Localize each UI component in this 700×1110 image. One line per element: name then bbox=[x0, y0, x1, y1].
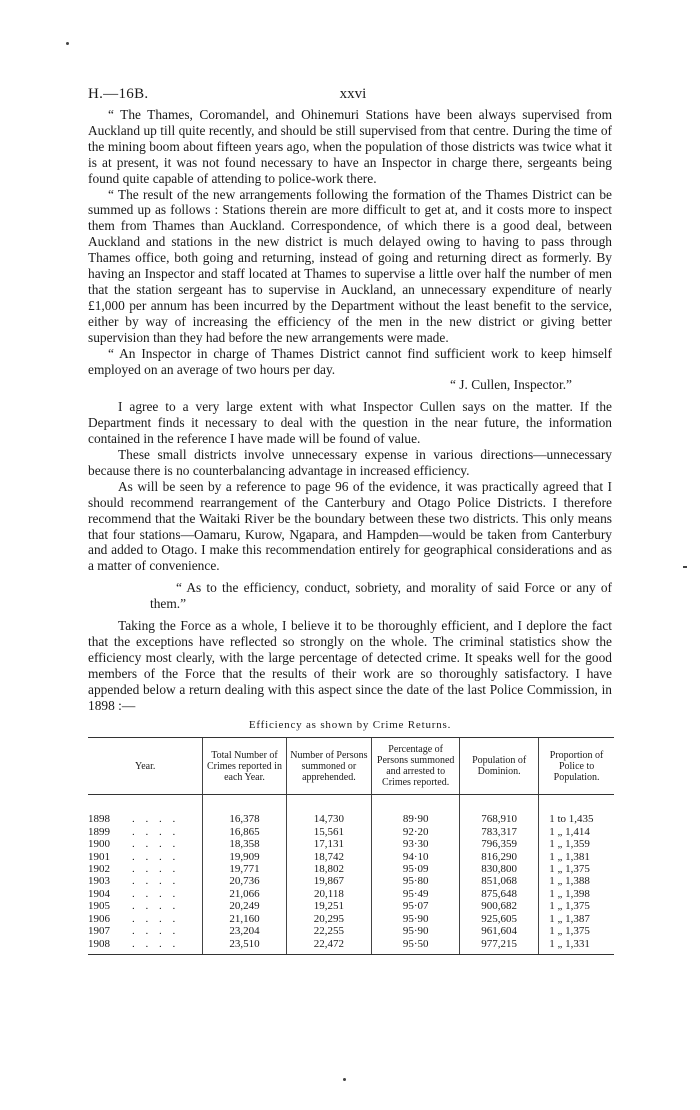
table-cell: 16,378 bbox=[203, 795, 286, 826]
table-cell: 1 „ 1,359 bbox=[539, 838, 614, 850]
column-header: Total Number of Crimes reported in each Year. bbox=[203, 738, 286, 795]
table-row bbox=[88, 925, 614, 937]
table-cell: 92·20 bbox=[372, 826, 460, 838]
year-cell: 1907 bbox=[88, 925, 110, 938]
paragraph: Taking the Force as a whole, I believe it to be thoroughly efficient, and I deplore the fact that the exceptions have reflected so strongly on the whole. The criminal statistics show the efficiency most clearly, with the large percentage of detected crime. It speaks well for the good members of the Force that the results of their work are so thoroughly satisfactory. I have appended below a return dealing with this aspect since the date of the last Police Commission, in 1898 :— bbox=[88, 618, 612, 713]
table-cell: 830,800 bbox=[460, 863, 539, 875]
table-row bbox=[88, 913, 614, 925]
table-cell: 1 „ 1,387 bbox=[539, 913, 614, 925]
table-cell: 18,802 bbox=[286, 863, 372, 875]
table-cell: 851,068 bbox=[460, 875, 539, 887]
table-row bbox=[88, 851, 614, 863]
table-cell: 22,255 bbox=[286, 925, 372, 937]
table-cell: 783,317 bbox=[460, 826, 539, 838]
table-cell: 977,215 bbox=[460, 938, 539, 955]
paragraph: “ An Inspector in charge of Thames District cannot find sufficient work to keep himself employed on an average of two hours per day. bbox=[88, 345, 612, 377]
year-cell: 1903 bbox=[88, 875, 110, 888]
year-cell: 1904 bbox=[88, 887, 110, 900]
year-cell: 1905 bbox=[88, 900, 110, 913]
table-cell: 1 „ 1,398 bbox=[539, 888, 614, 900]
table-cell: 875,648 bbox=[460, 888, 539, 900]
table-cell: 21,066 bbox=[203, 888, 286, 900]
page-header bbox=[88, 86, 618, 106]
table-row bbox=[88, 795, 614, 826]
dot-leader: . . . . bbox=[132, 887, 180, 900]
table-cell: 1 to 1,435 bbox=[539, 795, 614, 826]
table-cell: 15,561 bbox=[286, 826, 372, 838]
table-row bbox=[88, 826, 614, 838]
table-cell: 768,910 bbox=[460, 795, 539, 826]
table-cell: 95·80 bbox=[372, 875, 460, 887]
column-header: Number of Persons summoned or apprehended. bbox=[286, 738, 372, 795]
dot-leader: . . . . bbox=[132, 863, 180, 876]
dot-leader: . . . . bbox=[132, 925, 180, 938]
table-row bbox=[88, 838, 614, 850]
table-cell: 19,251 bbox=[286, 900, 372, 912]
dot-leader: . . . . bbox=[132, 937, 180, 950]
column-header: Population of Dominion. bbox=[460, 738, 539, 795]
year-cell: 1900 bbox=[88, 838, 110, 851]
table-cell: 89·90 bbox=[372, 795, 460, 826]
table-row bbox=[88, 900, 614, 912]
paragraph: “ The result of the new arrangements following the formation of the Thames District can be summed up as follows : Stations therein are more difficult to get at, and it costs more to inspect them from Thames than Auckland. Correspondence, of which there is a good deal, between Auckland and stations in the new district is much delayed owing to having to pass through Thames office, both going and returning, instead of going and returning direct as formerly. By having an Inspector and staff located at Thames to supervise a little over half the number of men that the station sergeant has to supervise in Auckland, an unnecessary expenditure of nearly £1,000 per annum has been incurred by the Department without the least benefit to the service, either by way of increasing the efficiency of the men in the new district or giving better supervision than they had before the new arrangements were made. bbox=[88, 186, 612, 345]
table-cell: 20,295 bbox=[286, 913, 372, 925]
table-cell: 1 „ 1,388 bbox=[539, 875, 614, 887]
table-cell: 95·90 bbox=[372, 925, 460, 937]
table-cell: 1 „ 1,331 bbox=[539, 938, 614, 955]
table-cell: 14,730 bbox=[286, 795, 372, 826]
table-cell: 17,131 bbox=[286, 838, 372, 850]
paragraph: These small districts involve unnecessary expense in various directions—unnecessary because there is no counterbalancing advantage in increased efficiency. bbox=[88, 447, 612, 478]
table-cell: 19,867 bbox=[286, 875, 372, 887]
table-cell: 21,160 bbox=[203, 913, 286, 925]
paragraph: “ The Thames, Coromandel, and Ohinemuri Stations have been always supervised from Auckland up till quite recently, and should be still supervised from that centre. During the time of the mining boom about fifteen years ago, when the population of those districts was twice what it is at present, it was not found necessary to have an Inspector in charge there, sergeants being found quite capable of attending to police-work there. bbox=[88, 107, 612, 186]
dot-leader: . . . . bbox=[132, 838, 180, 851]
year-cell: 1906 bbox=[88, 912, 110, 925]
table-cell: 16,865 bbox=[203, 826, 286, 838]
table-row bbox=[88, 888, 614, 900]
year-cell: 1902 bbox=[88, 863, 110, 876]
table-cell: 95·07 bbox=[372, 900, 460, 912]
scan-mark bbox=[683, 566, 687, 568]
table-cell: 900,682 bbox=[460, 900, 539, 912]
table-cell: 1 „ 1,375 bbox=[539, 863, 614, 875]
scan-mark bbox=[343, 1078, 346, 1081]
dot-leader: . . . . bbox=[132, 825, 180, 838]
year-cell: 1901 bbox=[88, 850, 110, 863]
table-cell: 93·30 bbox=[372, 838, 460, 850]
table-cell: 22,472 bbox=[286, 938, 372, 955]
table-cell: 23,204 bbox=[203, 925, 286, 937]
column-header: Percentage of Persons summoned and arrested to Crimes reported. bbox=[372, 738, 460, 795]
table-row bbox=[88, 863, 614, 875]
dot-leader: . . . . bbox=[132, 813, 180, 826]
table-cell: 95·90 bbox=[372, 913, 460, 925]
table-cell: 20,736 bbox=[203, 875, 286, 887]
column-header: Year. bbox=[88, 738, 203, 795]
table-cell: 20,249 bbox=[203, 900, 286, 912]
table-row bbox=[88, 938, 614, 955]
dot-leader: . . . . bbox=[132, 850, 180, 863]
table-row bbox=[88, 875, 614, 887]
document-reference: H.—16B. bbox=[88, 86, 149, 102]
dot-leader: . . . . bbox=[132, 875, 180, 888]
table-cell: 961,604 bbox=[460, 925, 539, 937]
table-cell: 23,510 bbox=[203, 938, 286, 955]
table-cell: 95·50 bbox=[372, 938, 460, 955]
section-quote: “ As to the efficiency, conduct, sobriety, and morality of said Force or any of them.” bbox=[150, 580, 612, 612]
table-cell: 1 „ 1,414 bbox=[539, 826, 614, 838]
table-cell: 18,358 bbox=[203, 838, 286, 850]
document-body bbox=[88, 107, 612, 955]
table-cell: 925,605 bbox=[460, 913, 539, 925]
table-cell: 18,742 bbox=[286, 851, 372, 863]
table-cell: 816,290 bbox=[460, 851, 539, 863]
table-cell: 1 „ 1,381 bbox=[539, 851, 614, 863]
table-title: Efficiency as shown by Crime Returns. bbox=[248, 718, 452, 731]
table-cell: 796,359 bbox=[460, 838, 539, 850]
dot-leader: . . . . bbox=[132, 912, 180, 925]
column-header: Proportion of Police to Population. bbox=[539, 738, 614, 795]
signature-line: “ J. Cullen, Inspector.” bbox=[450, 377, 572, 393]
table-cell: 1 „ 1,375 bbox=[539, 925, 614, 937]
dot-leader: . . . . bbox=[132, 900, 180, 913]
table-cell: 95·49 bbox=[372, 888, 460, 900]
crime-returns-table bbox=[88, 737, 614, 954]
scan-mark bbox=[66, 42, 69, 45]
year-cell: 1908 bbox=[88, 937, 110, 950]
table-cell: 94·10 bbox=[372, 851, 460, 863]
table-cell: 1 „ 1,375 bbox=[539, 900, 614, 912]
page-number: xxvi bbox=[339, 86, 367, 102]
paragraph: As will be seen by a reference to page 96 of the evidence, it was practically agreed that I should recommend rearrangement of the Canterbury and Otago Police Districts. I therefore recommend that the Waitaki River be the boundary between these two districts. This only means that four stations—Oamaru, Kurow, Ngapara, and Hampden—would be taken from Canterbury and added to Otago. I make this recommendation entirely for geographical considerations and as a matter of convenience. bbox=[88, 478, 612, 574]
table-cell: 20,118 bbox=[286, 888, 372, 900]
paragraph: I agree to a very large extent with what Inspector Cullen says on the matter. If the Department finds it necessary to deal with the question in the near future, the information contained in the reference I have made will be found of value. bbox=[88, 399, 612, 447]
table-cell: 19,771 bbox=[203, 863, 286, 875]
year-cell: 1899 bbox=[88, 825, 110, 838]
year-cell: 1898 bbox=[88, 813, 110, 826]
table-cell: 19,909 bbox=[203, 851, 286, 863]
table-cell: 95·09 bbox=[372, 863, 460, 875]
